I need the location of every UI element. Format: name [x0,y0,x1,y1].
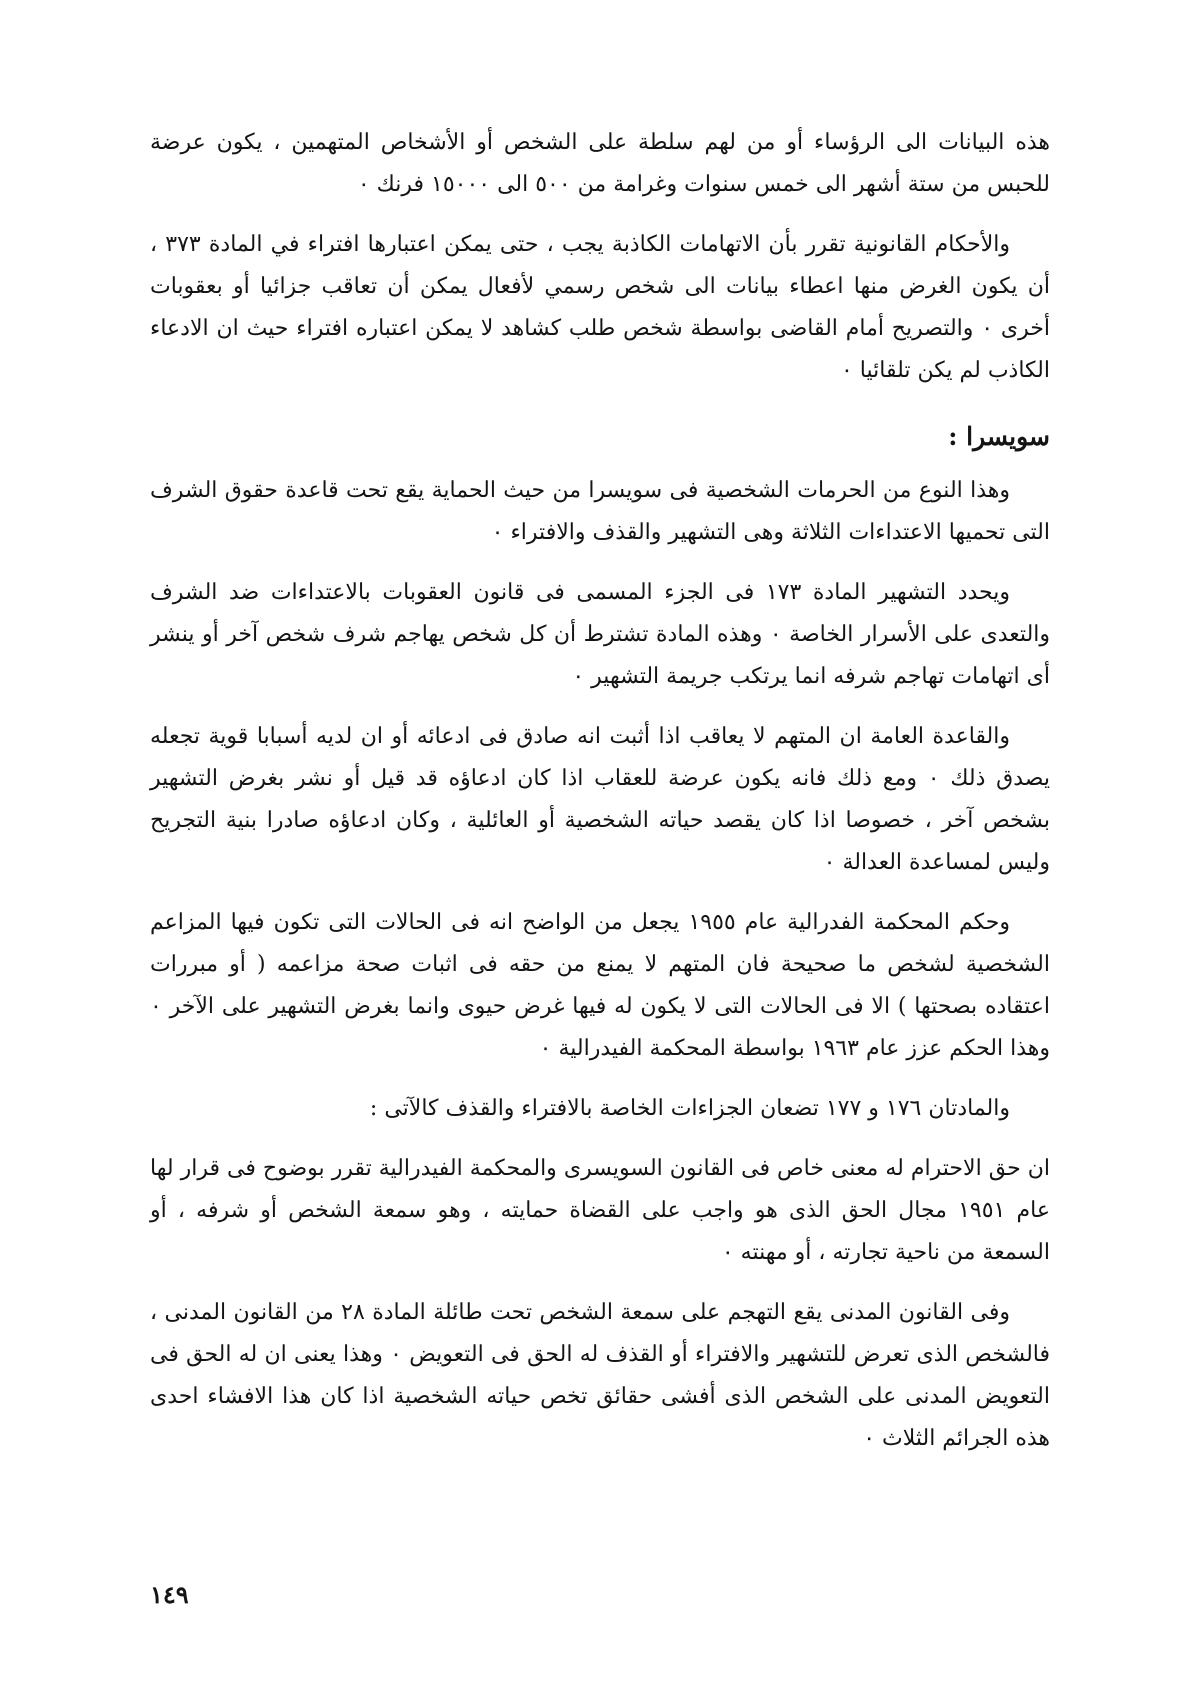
paragraph-penalty-continuation: هذه البيانات الى الرؤساء أو من لهم سلطة على الشخص أو الأشخاص المتهمين ، يكون عرضة للحبس من ستة أشهر الى خمس سنوات وغرامة من ٥٠٠ الى ١٥٠٠٠ فرنك ٠ [150,130,1050,197]
paragraph-right-to-respect: ان حق الاحترام له معنى خاص فى القانون السويسرى والمحكمة الفيدرالية تقرر بوضوح فى قرار لها عام ١٩٥١ مجال الحق الذى هو واجب على القضاة حمايته ، وهو سمعة الشخص أو شرفه ، أو السمعة من ناحية تجارته ، أو مهنته ٠ [150,1156,1050,1265]
paragraph-general-rule: والقاعدة العامة ان المتهم لا يعاقب اذا أثبت انه صادق فى ادعائه أو ان لديه أسبابا قوية تجعله يصدق ذلك ٠ ومع ذلك فانه يكون عرضة للعقاب اذا كان ادعاؤه قد قيل أو نشر بغرض التشهير بشخص آخر ، خصوصا اذا كان يقصد حياته الشخصية أو العائلية ، وكان ادعاؤه صادرا بنية التجريح وليس لمساعدة العدالة ٠ [150,724,1050,875]
document-page [150,122,1050,1582]
paragraph-false-accusation-rules: والأحكام القانونية تقرر بأن الاتهامات الكاذبة يجب ، حتى يمكن اعتبارها افتراء في المادة ٣٧٣ ، أن يكون الغرض منها اعطاء بيانات الى شخص رسمي لأفعال يمكن أن تعاقب جزائيا أو بعقوبات أخرى ٠ والتصريح أمام القاضى بواسطة شخص طلب كشاهد لا يمكن اعتباره افتراء حيث ان الادعاء الكاذب لم يكن تلقائيا ٠ [150,232,1050,383]
paragraph-honor-rights: وهذا النوع من الحرمات الشخصية فى سويسرا من حيث الحماية يقع تحت قاعدة حقوق الشرف التى تحميها الاعتداءات الثلاثة وهى التشهير والقذف والافتراء ٠ [150,478,1050,545]
paragraph-civil-law: وفى القانون المدنى يقع التهجم على سمعة الشخص تحت طائلة المادة ٢٨ من القانون المدنى ، فالشخص الذى تعرض للتشهير والافتراء أو القذف له الحق فى التعويض ٠ وهذا يعنى ان له الحق فى التعويض المدنى على الشخص الذى أفشى حقائق تخص حياته الشخصية اذا كان هذا الافشاء احدى هذه الجرائم الثلاث ٠ [150,1300,1050,1451]
section-heading-switzerland: سويسرا : [948,422,1050,451]
paragraph-federal-court-ruling: وحكم المحكمة الفدرالية عام ١٩٥٥ يجعل من الواضح انه فى الحالات التى تكون فيها المزاعم الشخصية لشخص ما صحيحة فان المتهم لا يمنع من حقه فى اثبات صحة مزاعمه ( أو مبررات اعتقاده بصحتها ) الا فى الحالات التى لا يكون له فيها غرض حيوى وانما بغرض التشهير على الآخر ٠ وهذا الحكم عزز عام ١٩٦٣ بواسطة المحكمة الفيدرالية ٠ [150,910,1050,1061]
paragraph-article-173: ويحدد التشهير المادة ١٧٣ فى الجزء المسمى فى قانون العقوبات بالاعتداءات ضد الشرف والتعدى على الأسرار الخاصة ٠ وهذه المادة تشترط أن كل شخص يهاجم شرف شخص آخر أو ينشر أى اتهامات تهاجم شرفه انما يرتكب جريمة التشهير ٠ [150,580,1051,689]
page-number: ١٤٩ [150,1580,189,1609]
paragraph-articles-176-177: والمادتان ١٧٦ و ١٧٧ تضعان الجزاءات الخاصة بالافتراء والقذف كالآتى : [369,1096,1010,1121]
